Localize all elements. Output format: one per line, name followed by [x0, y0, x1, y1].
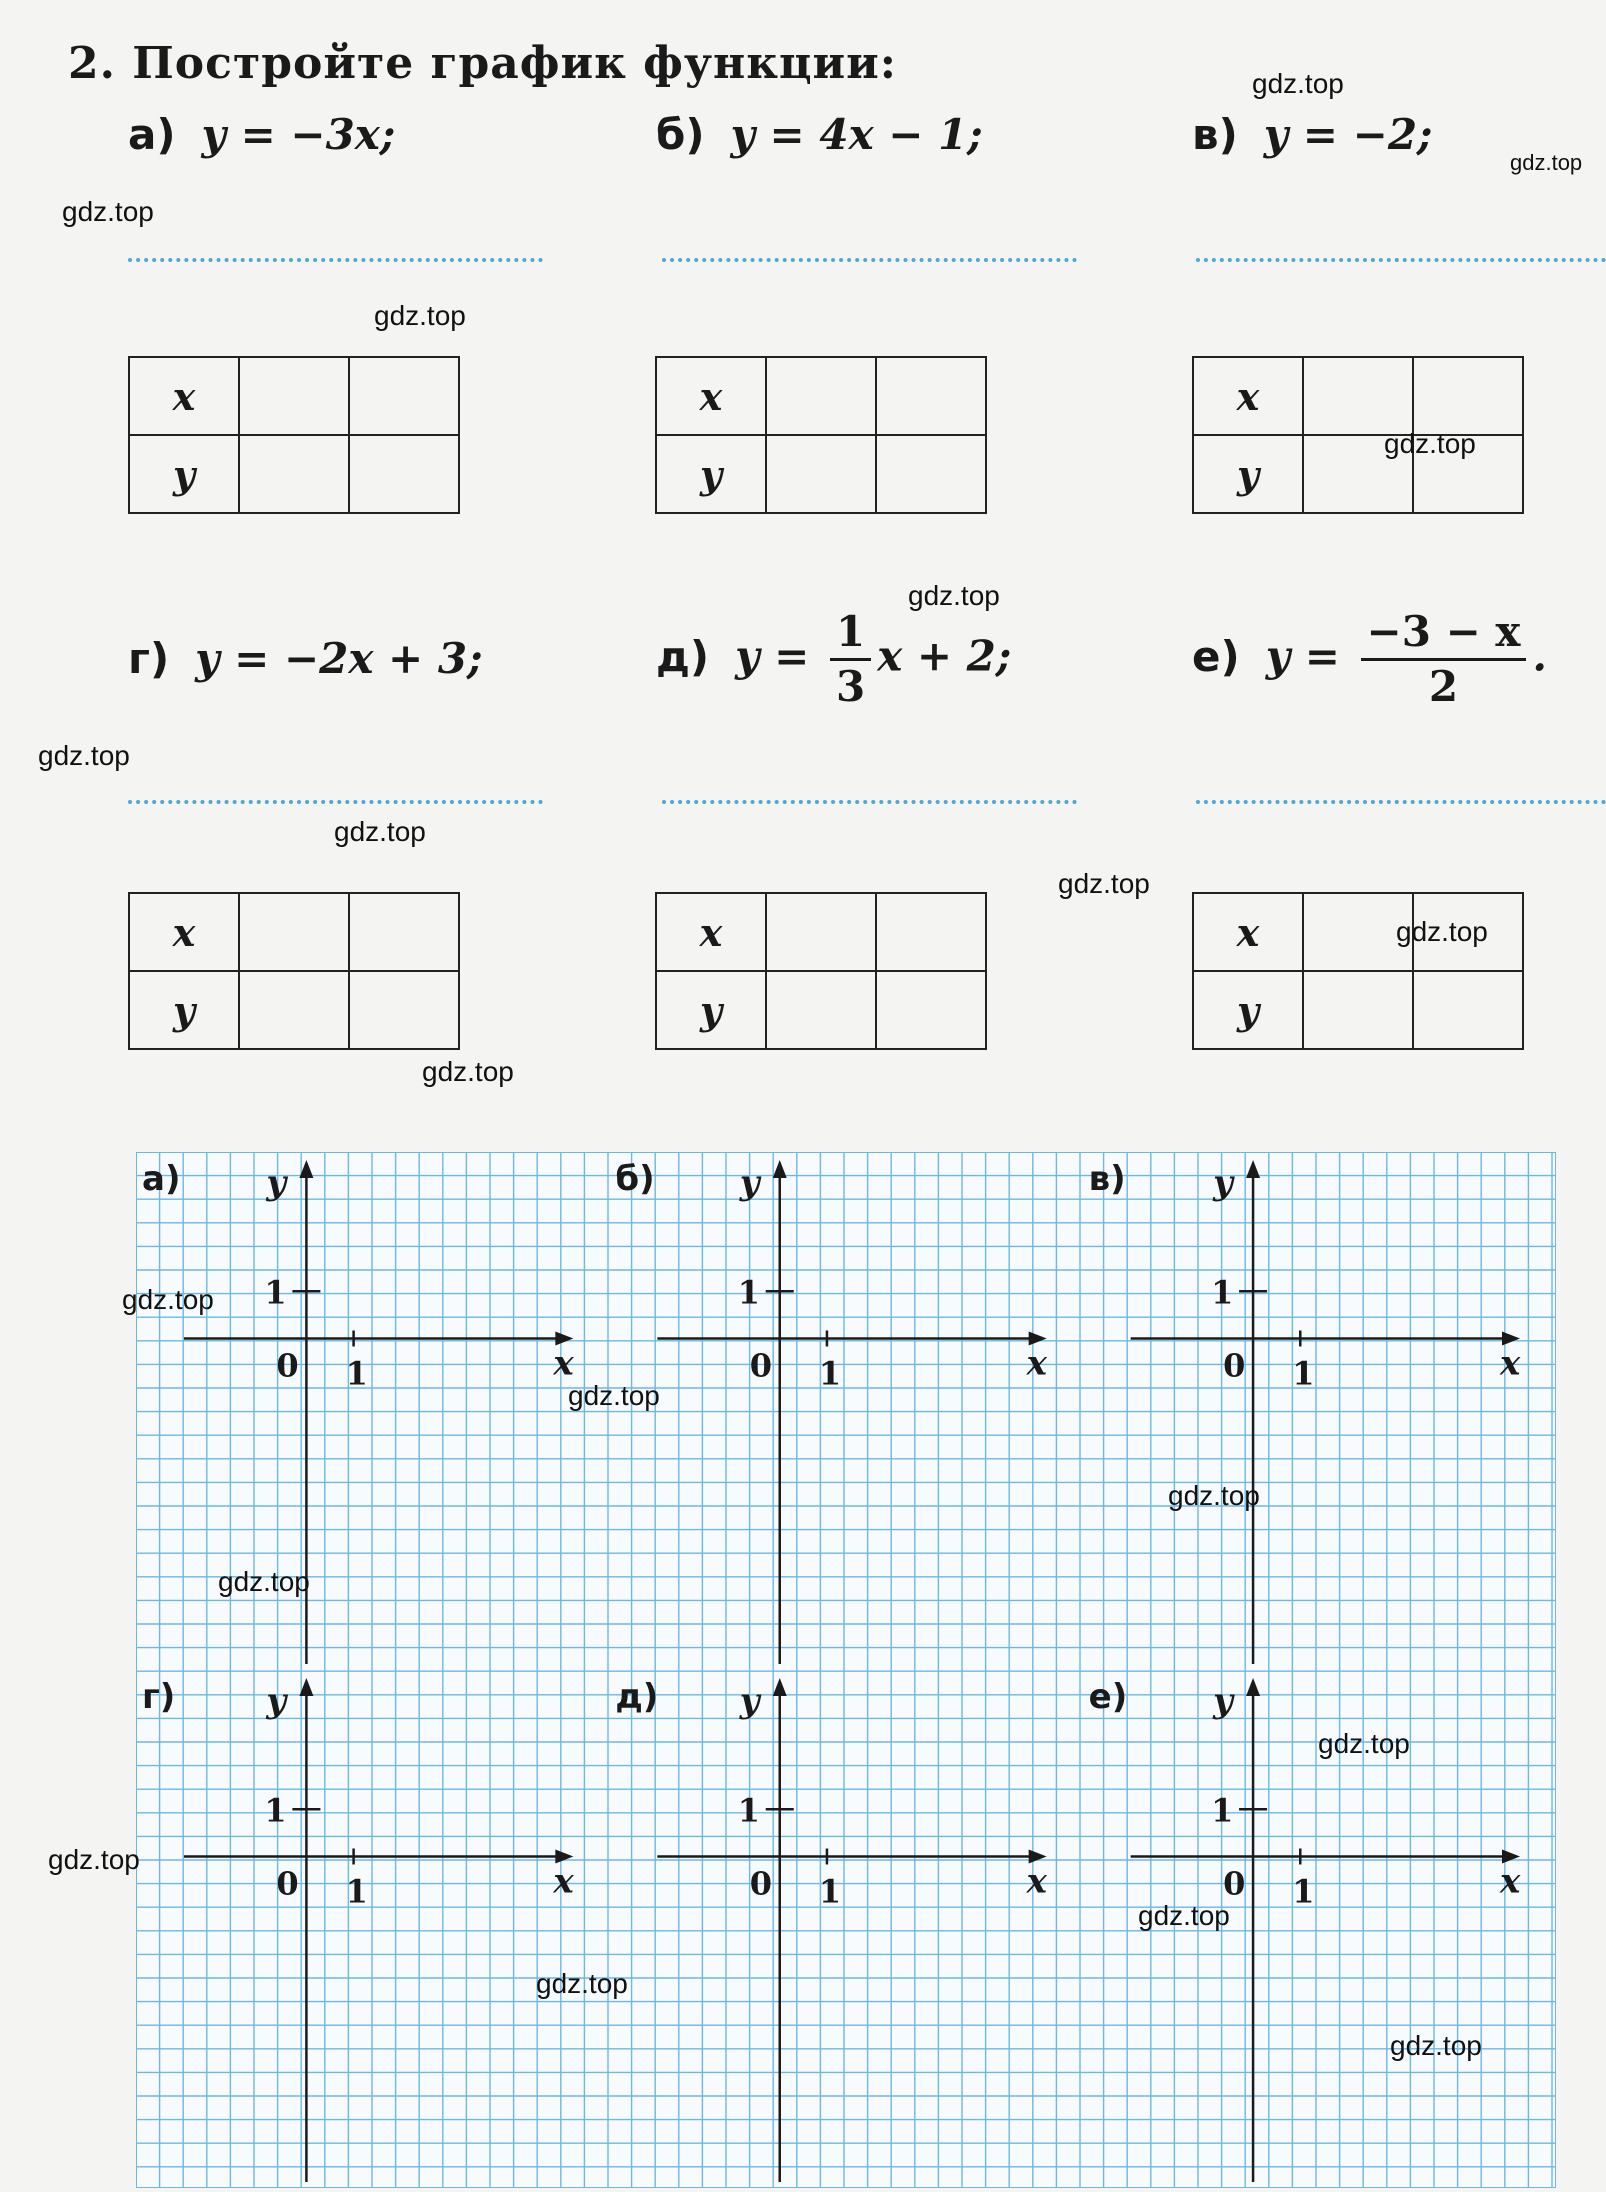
watermark: gdz.top [374, 300, 466, 331]
x-unit-label: 1 [818, 1354, 842, 1393]
exercise-title: 2. Постройте график функции: [68, 38, 898, 89]
table-x-label: x [129, 357, 239, 435]
x-axis-label: x [1500, 1861, 1521, 1902]
task-b: б) y = 4x − 1; [656, 110, 983, 159]
table-cell[interactable] [876, 357, 986, 435]
graph-label: е) [1088, 1677, 1128, 1717]
value-table-g [128, 892, 460, 1050]
watermark: gdz.top [536, 1968, 628, 1999]
table-cell[interactable] [766, 357, 876, 435]
y-axis-label: y [739, 1681, 760, 1721]
watermark: gdz.top [1510, 150, 1583, 175]
table-cell[interactable] [1303, 971, 1413, 1049]
answer-line-d[interactable] [662, 800, 1077, 804]
table-y-label: y [1193, 435, 1303, 513]
watermark: gdz.top [908, 580, 1000, 611]
graph-label: д) [615, 1677, 659, 1717]
graph-label: в) [1088, 1159, 1126, 1199]
x-unit-label: 1 [345, 1872, 368, 1911]
task-a: а) y = −3x; [128, 110, 396, 159]
table-cell[interactable] [239, 971, 349, 1049]
graph-paper[interactable] [136, 1152, 1556, 2188]
watermark: gdz.top [1138, 1900, 1230, 1931]
y-axis-label: y [1213, 1681, 1233, 1721]
watermark: gdz.top [1058, 868, 1150, 899]
task-d: д) y = $\frac{1}{3}$ x + 2; [656, 607, 1012, 711]
watermark: gdz.top [1318, 1728, 1410, 1759]
fraction-e: $\frac{-3 - x}{2}$ [1361, 606, 1527, 713]
origin-label: 0 [276, 1346, 299, 1385]
table-cell[interactable] [239, 435, 349, 513]
y-axis-label: y [266, 1163, 287, 1203]
watermark: gdz.top [122, 1284, 214, 1315]
y-unit-label: 1 [264, 1791, 287, 1830]
graph-label: а) [142, 1159, 181, 1199]
x-axis-label: x [553, 1861, 574, 1902]
origin-label: 0 [749, 1346, 772, 1385]
table-cell[interactable] [349, 357, 459, 435]
table-cell[interactable] [1413, 971, 1523, 1049]
x-axis-label: x [553, 1343, 574, 1384]
table-y-label: y [129, 435, 239, 513]
x-axis-label: x [1026, 1861, 1047, 1902]
table-cell[interactable] [766, 435, 876, 513]
value-table-b [655, 356, 987, 514]
table-x-label: x [129, 893, 239, 971]
y-unit-label: 1 [1211, 1791, 1234, 1830]
table-y-label: y [656, 435, 766, 513]
watermark: gdz.top [568, 1380, 660, 1411]
x-axis-label: x [1026, 1343, 1047, 1384]
table-cell[interactable] [766, 893, 876, 971]
watermark: gdz.top [38, 740, 130, 771]
watermark: gdz.top [334, 816, 426, 847]
origin-label: 0 [749, 1864, 772, 1903]
x-unit-label: 1 [818, 1872, 842, 1911]
table-cell[interactable] [349, 435, 459, 513]
table-x-label: x [656, 893, 766, 971]
fraction-d: $\frac{1}{3}$ [830, 606, 871, 713]
table-cell[interactable] [239, 893, 349, 971]
table-cell[interactable] [876, 435, 986, 513]
y-unit-label: 1 [1211, 1273, 1234, 1312]
answer-line-e[interactable] [1196, 800, 1606, 804]
watermark: gdz.top [1396, 916, 1488, 947]
table-cell[interactable] [349, 893, 459, 971]
x-unit-label: 1 [1292, 1354, 1315, 1393]
watermark: gdz.top [62, 196, 154, 227]
table-x-label: x [656, 357, 766, 435]
task-g: г) y = −2x + 3; [128, 634, 483, 683]
table-y-label: y [129, 971, 239, 1049]
table-y-label: y [1193, 971, 1303, 1049]
y-axis-label: y [1213, 1163, 1233, 1203]
x-unit-label: 1 [345, 1354, 368, 1393]
value-table-a [128, 356, 460, 514]
y-axis-label: y [739, 1163, 760, 1203]
table-cell[interactable] [1413, 357, 1523, 435]
table-y-label: y [656, 971, 766, 1049]
graph-label: г) [142, 1677, 176, 1717]
task-e: е) y = $\frac{-3 - x}{2}$ . [1192, 607, 1548, 711]
graph-label: б) [615, 1159, 655, 1199]
value-table-d [655, 892, 987, 1050]
watermark: gdz.top [218, 1566, 310, 1597]
table-cell[interactable] [349, 971, 459, 1049]
answer-line-b[interactable] [662, 258, 1077, 262]
table-cell[interactable] [876, 893, 986, 971]
table-cell[interactable] [766, 971, 876, 1049]
y-unit-label: 1 [264, 1273, 287, 1312]
answer-line-g[interactable] [128, 800, 543, 804]
watermark: gdz.top [422, 1056, 514, 1087]
origin-label: 0 [1223, 1864, 1246, 1903]
y-unit-label: 1 [737, 1273, 760, 1312]
answer-line-a[interactable] [128, 258, 543, 262]
task-v: в) y = −2; [1192, 110, 1433, 159]
origin-label: 0 [276, 1864, 299, 1903]
table-x-label: x [1193, 357, 1303, 435]
table-x-label: x [1193, 893, 1303, 971]
y-unit-label: 1 [737, 1791, 760, 1830]
watermark: gdz.top [1390, 2030, 1482, 2061]
watermark: gdz.top [1168, 1480, 1260, 1511]
y-axis-label: y [266, 1681, 287, 1721]
watermark: gdz.top [48, 1844, 140, 1875]
origin-label: 0 [1223, 1346, 1246, 1385]
watermark: gdz.top [1252, 68, 1344, 99]
table-cell[interactable] [1303, 357, 1413, 435]
x-unit-label: 1 [1292, 1872, 1315, 1911]
table-cell[interactable] [876, 971, 986, 1049]
table-cell[interactable] [239, 357, 349, 435]
watermark: gdz.top [1384, 428, 1476, 459]
answer-line-v[interactable] [1196, 258, 1606, 262]
x-axis-label: x [1500, 1343, 1521, 1384]
